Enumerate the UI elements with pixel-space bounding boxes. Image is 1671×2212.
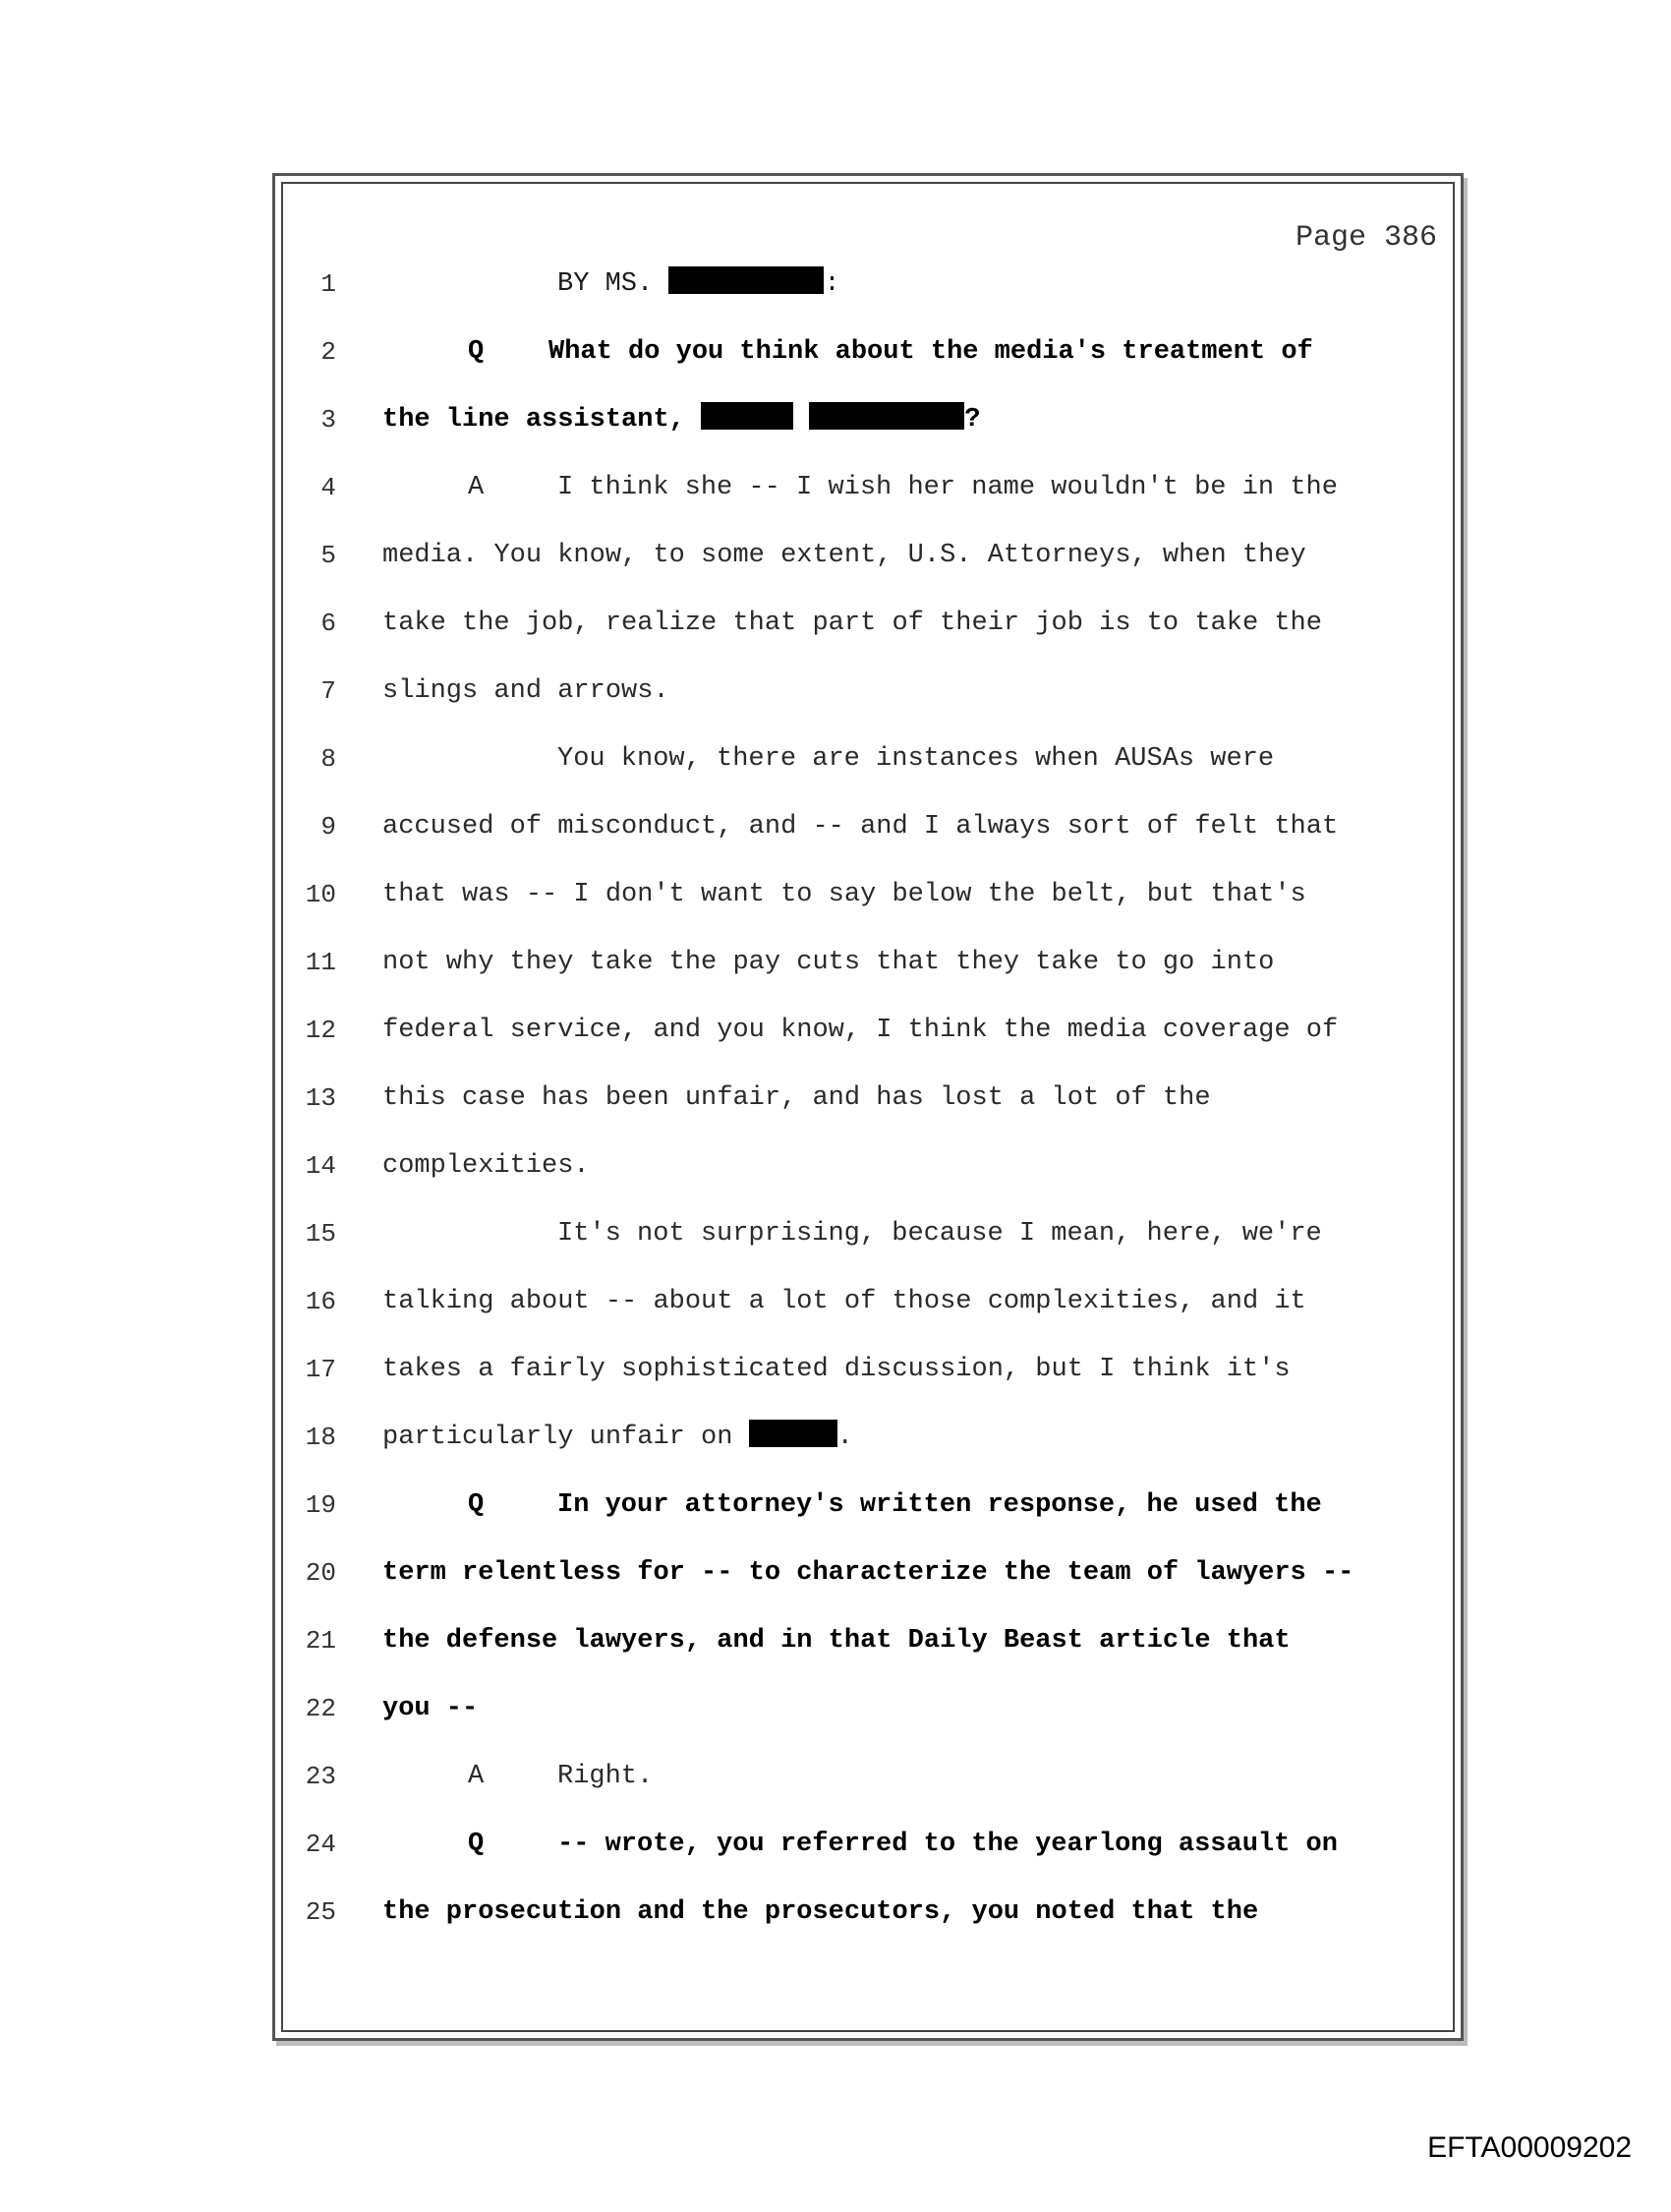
transcript-line bbox=[275, 1418, 1461, 1457]
line-text: You know, there are instances when AUSAs were bbox=[557, 744, 1275, 774]
transcript-line bbox=[275, 1011, 1461, 1050]
line-text: particularly unfair on . bbox=[382, 1418, 853, 1457]
line-number: 21 bbox=[305, 1626, 336, 1656]
line-text: accused of misconduct, and -- and I always sort of felt that bbox=[382, 812, 1339, 842]
line-text: the prosecution and the prosecutors, you noted that the bbox=[382, 1897, 1259, 1927]
transcript-line bbox=[275, 943, 1461, 982]
page-number: Page 386 bbox=[1295, 221, 1437, 255]
transcript-line bbox=[275, 1350, 1461, 1389]
transcript-line bbox=[275, 739, 1461, 779]
transcript-line bbox=[275, 1621, 1461, 1660]
line-text: Right. bbox=[557, 1762, 654, 1791]
line-number: 13 bbox=[305, 1083, 336, 1113]
transcript-line bbox=[275, 1282, 1461, 1321]
line-text: federal service, and you know, I think the media coverage of bbox=[382, 1016, 1339, 1045]
line-number: 24 bbox=[305, 1830, 336, 1859]
transcript-line bbox=[275, 1825, 1461, 1864]
redaction-block bbox=[809, 402, 964, 430]
line-number: 8 bbox=[320, 744, 336, 774]
line-number: 6 bbox=[320, 609, 336, 638]
line-number: 2 bbox=[320, 337, 336, 367]
line-text: -- wrote, you referred to the yearlong assault on bbox=[557, 1830, 1338, 1859]
line-text: talking about -- about a lot of those complexities, and it bbox=[382, 1287, 1306, 1316]
transcript-line bbox=[275, 604, 1461, 643]
transcript-line bbox=[275, 1553, 1461, 1593]
transcript-line bbox=[275, 875, 1461, 914]
redaction-block bbox=[701, 402, 793, 430]
transcript-line bbox=[275, 1689, 1461, 1728]
line-number: 1 bbox=[320, 269, 336, 299]
transcript-line bbox=[275, 332, 1461, 372]
line-text: slings and arrows. bbox=[382, 676, 669, 706]
transcript-line bbox=[275, 1078, 1461, 1118]
transcript-line bbox=[275, 1146, 1461, 1186]
speaker-label: A bbox=[468, 473, 485, 502]
speaker-label: Q bbox=[468, 1490, 485, 1520]
line-text: I think she -- I wish her name wouldn't be in the bbox=[557, 473, 1338, 502]
line-number: 5 bbox=[320, 541, 336, 570]
line-number: 14 bbox=[305, 1151, 336, 1181]
line-number: 22 bbox=[305, 1694, 336, 1723]
transcript-line bbox=[275, 400, 1461, 439]
line-number: 9 bbox=[320, 812, 336, 842]
transcript-line bbox=[275, 1892, 1461, 1932]
line-number: 17 bbox=[305, 1355, 336, 1384]
line-text: takes a fairly sophisticated discussion, but I think it's bbox=[382, 1355, 1291, 1384]
transcript-line bbox=[275, 1214, 1461, 1253]
line-text: term relentless for -- to characterize the team of lawyers -- bbox=[382, 1558, 1354, 1588]
transcript-line bbox=[275, 671, 1461, 711]
line-number: 3 bbox=[320, 405, 336, 435]
line-text: In your attorney's written response, he used the bbox=[557, 1490, 1322, 1520]
line-text: take the job, realize that part of their job is to take the bbox=[382, 609, 1322, 638]
line-number: 15 bbox=[305, 1219, 336, 1249]
speaker-label: Q bbox=[468, 337, 485, 367]
transcript-line bbox=[275, 1757, 1461, 1796]
line-number: 7 bbox=[320, 676, 336, 706]
line-text: It's not surprising, because I mean, here, we're bbox=[557, 1219, 1322, 1249]
line-number: 20 bbox=[305, 1558, 336, 1588]
line-number: 11 bbox=[305, 948, 336, 977]
line-number: 4 bbox=[320, 473, 336, 502]
line-number: 16 bbox=[305, 1287, 336, 1316]
line-number: 12 bbox=[305, 1016, 336, 1045]
line-text: this case has been unfair, and has lost a lot of the bbox=[382, 1083, 1211, 1113]
transcript-line bbox=[275, 264, 1461, 304]
redaction-block bbox=[668, 266, 824, 294]
line-number: 25 bbox=[305, 1897, 336, 1927]
line-text: What do you think about the media's treatment of bbox=[548, 337, 1313, 367]
line-text: the defense lawyers, and in that Daily Beast article that bbox=[382, 1626, 1291, 1656]
document-id: EFTA00009202 bbox=[1427, 2131, 1632, 2164]
line-number: 18 bbox=[305, 1423, 336, 1452]
line-text: that was -- I don't want to say below the belt, but that's bbox=[382, 880, 1306, 909]
speaker-label: A bbox=[468, 1762, 485, 1791]
speaker-label: Q bbox=[468, 1830, 485, 1859]
line-number: 23 bbox=[305, 1762, 336, 1791]
transcript-page-frame bbox=[272, 173, 1464, 2041]
line-text: not why they take the pay cuts that they take to go into bbox=[382, 948, 1275, 977]
line-text: BY MS. : bbox=[557, 264, 840, 304]
line-number: 19 bbox=[305, 1490, 336, 1520]
transcript-line bbox=[275, 536, 1461, 575]
line-number: 10 bbox=[305, 880, 336, 909]
line-text: media. You know, to some extent, U.S. Attorneys, when they bbox=[382, 541, 1306, 570]
transcript-line bbox=[275, 468, 1461, 507]
transcript-line bbox=[275, 1485, 1461, 1525]
line-text: the line assistant, ? bbox=[382, 400, 980, 439]
line-text: you -- bbox=[382, 1694, 479, 1723]
redaction-block bbox=[749, 1420, 837, 1447]
line-text: complexities. bbox=[382, 1151, 590, 1181]
transcript-line bbox=[275, 807, 1461, 846]
